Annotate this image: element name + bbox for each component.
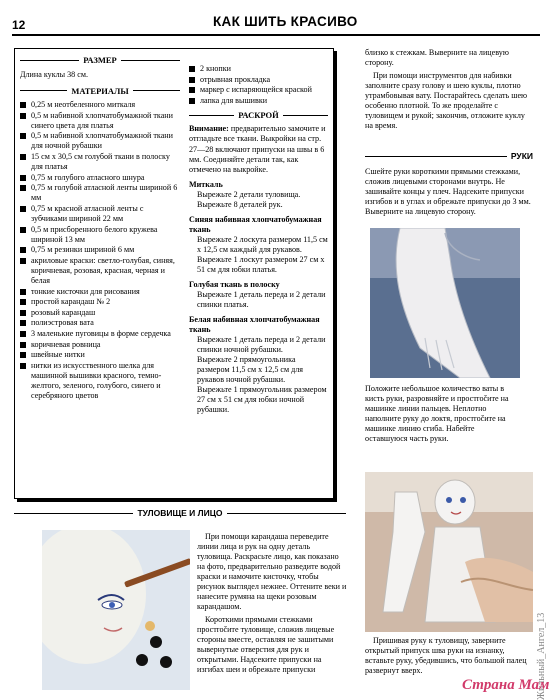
- list-item: 0,5 м набивной хлопчатобумажной ткани синего цвета для платья: [20, 111, 180, 131]
- right-top-text: [365, 48, 533, 134]
- arm-attach-illustration: [365, 472, 533, 632]
- cutting-group-title: Голубая ткань в полоску: [189, 279, 280, 289]
- hand-fill-text: [365, 384, 517, 447]
- list-item: швейные нитки: [20, 350, 180, 360]
- cutting-line: Вырежьте 1 лоскут размером 27 см х 51 см для юбки платья.: [197, 254, 325, 274]
- list-item: 0,5 м присборенного белого кружева шириной 13 мм: [20, 225, 180, 245]
- cutting-line: Вырежьте 1 деталь переда и 2 детали спинки ночной рубашки.: [197, 335, 326, 355]
- face-painting-photo: [42, 530, 190, 690]
- page-number: 12: [12, 18, 26, 32]
- attention-label: Внимание:: [189, 124, 229, 134]
- size-text: Длина куклы 38 см.: [20, 69, 88, 79]
- bottom-right-text: [365, 636, 533, 679]
- cutting-heading-bar: [189, 110, 328, 121]
- list-item: полиэстровая вата: [20, 318, 180, 328]
- hands-text: [365, 167, 533, 220]
- list-item: 0,75 м голубого атласного шнура: [20, 173, 180, 183]
- torso-text: [197, 532, 347, 678]
- list-item: 0,75 м голубой атласной ленты шириной 6 мм: [20, 183, 180, 203]
- header-rule: [12, 34, 540, 36]
- materials-heading-bar: [20, 86, 180, 97]
- list-item: простой карандаш № 2: [20, 297, 180, 307]
- materials-list: [20, 100, 180, 401]
- hands-heading-bar: [365, 151, 533, 161]
- materials-continued-list: [189, 64, 328, 106]
- cutting-group-title: Белая набивная хлопчатобумажная ткань: [189, 314, 320, 334]
- list-item: маркер с испаряющейся краской: [189, 85, 328, 95]
- list-item: розовый карандаш: [20, 308, 180, 318]
- list-item: коричневая ровница: [20, 340, 180, 350]
- cutting-group-title: Миткаль: [189, 179, 223, 189]
- list-item: нитки из искусственного шелка для машинной вышивки красного, темно-желтого, зеленого, голубого, синего и серебряного цветов: [20, 361, 180, 401]
- cutting-line: Вырежьте 2 лоскута размером 11,5 см х 12,5 см каждый для рукавов.: [197, 234, 328, 254]
- materials-column: [20, 53, 180, 402]
- list-item: 0,75 м резинки шириной 6 мм: [20, 245, 180, 255]
- right-paragraph: При помощи инструментов для набивки заполните сразу голову и шею куклы, плотно утрамбовывая вату. Постарайтесь сделать шею особенно плотной. То же проделайте с туловищем и рукой; закончив, отложите куклу на время.: [365, 71, 528, 131]
- bottom-right-paragraph: Пришивая руку к туловищу, заверните открытый припуск шва руки на изнанку, вставьте руку, убедившись, что большой палец развернут вверх.: [365, 636, 527, 676]
- hand-illustration: [370, 228, 520, 378]
- list-item: 0,25 м неотбеленного миткаля: [20, 100, 180, 110]
- cutting-attention: [189, 124, 328, 174]
- list-item: 0,75 м красной атласной ленты с зубчиками шириной 22 мм: [20, 204, 180, 224]
- cutting-line: Вырежьте 8 деталей рук.: [197, 199, 283, 209]
- site-watermark: Страна Мам: [462, 677, 550, 693]
- list-item: акриловые краски: светло-голубая, синяя, коричневая, розовая, красная, черная и белая: [20, 256, 180, 286]
- cutting-column: [189, 64, 328, 418]
- hands-heading: РУКИ: [510, 151, 533, 161]
- cutting-line: Вырежьте 2 детали туловища.: [197, 189, 301, 199]
- hand-photo: [370, 228, 520, 378]
- materials-heading: МАТЕРИАЛЫ: [71, 85, 129, 96]
- list-item: 3 маленькие пуговицы в форме сердечка: [20, 329, 180, 339]
- torso-paragraph: При помощи карандаша переведите линии лица и рук на одну деталь туловища. Раскрасьте лицо, как показано на фото, предварительно разведите водой краски и намочите кисточку, чтобы рисунок выглядел нежнее. Оттените веки и нанесите румяна на щеки розовым карандашом.: [197, 532, 347, 612]
- torso-paragraph: Короткими прямыми стежками простročите туловище, сложив лицевые стороны вместе, оставляя не зашитыми вывернутые отверстия для рук и открытыми. Надсеките припуски на изгибах шеи и обрежьте припуски: [197, 615, 335, 675]
- hands-paragraph: Сшейте руки короткими прямыми стежками, сложив лицевыми сторонами внутрь. Не зашивайте концы у плеч. Надсеките припуски изгибов и в углах и обрежьте припуски до 3 мм. Выверните на лицевую сторону.: [365, 167, 531, 217]
- list-item: тонкие кисточки для рисования: [20, 287, 180, 297]
- running-head: КАК ШИТЬ КРАСИВО: [213, 14, 358, 29]
- list-item: 0,5 м набивной хлопчатобумажной ткани для ночной рубашки: [20, 131, 180, 151]
- arm-attach-photo: [365, 472, 533, 632]
- size-heading-bar: [20, 55, 180, 66]
- list-item: лапка для вышивки: [189, 96, 328, 106]
- size-heading: РАЗМЕР: [83, 55, 117, 65]
- vertical-watermark: Жильный_Ангел_13: [536, 612, 547, 700]
- torso-heading: ТУЛОВИЩЕ И ЛИЦО: [137, 508, 223, 518]
- torso-heading-bar: [14, 508, 346, 518]
- cutting-line: Вырежьте 1 деталь переда и 2 детали спинки платья.: [197, 289, 326, 309]
- list-item: отрывная прокладка: [189, 75, 328, 85]
- cutting-line: Вырежьте 1 прямоугольник размером 27 см х 51 см для юбки ночной рубашки.: [197, 385, 327, 415]
- cutting-group-title: Синяя набивная хлопчатобумажная ткань: [189, 214, 322, 234]
- attention-text: предварительно замочите и отгладьте все ткани. Выкройки на стр. 27—28 включают припуски на швы в 6 мм. Соединяйте детали так, как отмечено на выкройке.: [189, 124, 326, 174]
- right-paragraph: близко к стежкам. Выверните на лицевую сторону.: [365, 48, 509, 68]
- hand-fill-paragraph: Положите небольшое количество ваты в кисть руки, разровняйте и простročите на машинке линии пальцев. Неплотно наполните руку до локтя, простročите на машинке линию сгиба. Набейте оставшуюся часть руки.: [365, 384, 509, 444]
- list-item: 2 кнопки: [189, 64, 328, 74]
- cutting-heading: РАСКРОЙ: [238, 109, 279, 120]
- face-painting-illustration: [42, 530, 190, 690]
- list-item: 15 см х 30,5 см голубой ткани в полоску для платья: [20, 152, 180, 172]
- cutting-line: Вырежьте 2 прямоугольника размером 11,5 см х 12,5 см для рукавов ночной рубашки.: [197, 355, 304, 385]
